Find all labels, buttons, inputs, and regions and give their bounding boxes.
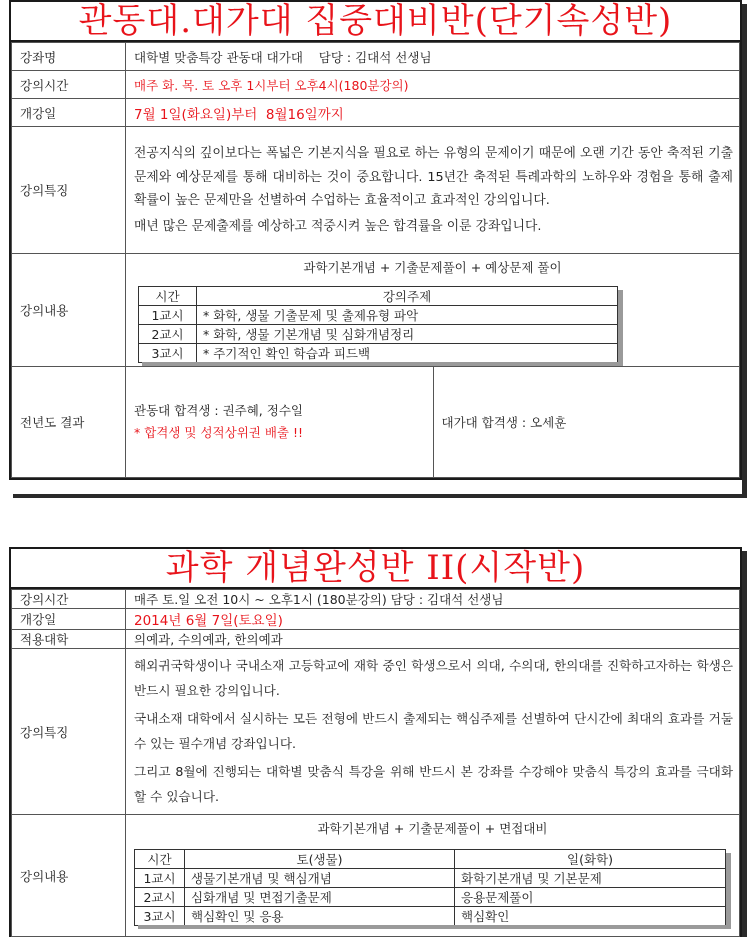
sat-cell: 생물기본개념 및 핵심개념: [185, 869, 455, 888]
feature-label: 강의특징: [12, 127, 126, 254]
feature-cell: [126, 127, 740, 254]
section-2-title: 과학 개념완성반 II(시작반): [9, 547, 742, 589]
schedule-2-table: [134, 849, 726, 926]
sat-cell: 심화개념 및 면접기출문제: [185, 888, 455, 907]
open-value: 7월 1일(화요일)부터 8월16일까지: [126, 99, 740, 127]
time-label: 강의시간: [12, 71, 126, 99]
time-value: 매주 화. 목. 토 오후 1시부터 오후4시(180분강의): [126, 71, 740, 99]
period-cell: 3교시: [135, 907, 185, 926]
section-1: [9, 0, 742, 480]
row-open-2: [12, 609, 740, 630]
row-time-2: [12, 590, 740, 609]
topic-cell: * 주기적인 확인 학습과 피드백: [197, 344, 618, 363]
open-label-2: 개강일: [12, 609, 126, 630]
table-row: [135, 869, 726, 888]
result-left-line-1: 관동대 합격생 : 권주혜, 정수일: [134, 403, 303, 418]
result-left-line-2: * 합격생 및 성적상위권 배출 !!: [134, 425, 303, 440]
table-row: [135, 888, 726, 907]
schedule-1-shadow-right: [618, 290, 623, 366]
schedule-2-wrap: [134, 849, 732, 926]
section-1-shadow: [742, 4, 747, 498]
section-1-frame: [9, 42, 742, 480]
sat-cell: 핵심확인 및 응용: [185, 907, 455, 926]
content-summary: 과학기본개념 + 기출문제풀이 + 예상문제 풀이: [303, 260, 562, 275]
row-result: [12, 367, 740, 478]
feature-label-2: 강의특징: [12, 649, 126, 815]
feature-2-paragraph-2: 국내소재 대학에서 실시하는 모든 전형에 반드시 출제되는 핵심주제를 선별하여 단시간에 최대의 효과를 거둘 수 있는 필수개념 강좌입니다.: [134, 711, 733, 751]
result-left: [126, 367, 433, 477]
table-row: [139, 306, 618, 325]
row-open: [12, 99, 740, 127]
content-label-2: 강의내용: [12, 815, 126, 937]
feature-paragraph-1: 전공지식의 깊이보다는 폭넓은 기본지식을 필요로 하는 유형의 문제이기 때문에 오랜 기간 동안 축적된 기출문제와 예상문제를 통해 대비하는 것이 중요합니다. 15년간 축적된 특례과학의 노하우와 경험을 통해 출제확률이 높은 문제만을 선별하여 수업하는 효율적이고 효과적인 강의입니다.: [134, 146, 733, 208]
topic-cell: * 화학, 생물 기출문제 및 출제유형 파악: [197, 306, 618, 325]
row-feature-2: [12, 649, 740, 815]
open-value-2: 2014년 6월 7일(토요일): [126, 609, 740, 630]
time-value-2: 매주 토.일 오전 10시 ~ 오후1시 (180분강의) 담당 : 김대석 선생님: [126, 590, 740, 609]
sun-cell: 핵심확인: [455, 907, 726, 926]
time-label-2: 강의시간: [12, 590, 126, 609]
schedule-1-wrap: [138, 286, 624, 363]
result-right: 대가대 합격생 : 오세훈: [441, 415, 567, 430]
result-label: 전년도 결과: [12, 367, 126, 478]
course-label: 강좌명: [12, 43, 126, 71]
table-row: [139, 344, 618, 363]
period-cell: 1교시: [135, 869, 185, 888]
period-cell: 1교시: [139, 306, 197, 325]
section-1-shadow-bottom: [13, 494, 747, 498]
result-cell: [126, 367, 740, 478]
schedule-2-header-time: 시간: [135, 850, 185, 869]
sun-cell: 응용문제풀이: [455, 888, 726, 907]
table-row: [139, 325, 618, 344]
schedule-2-shadow-bottom: [138, 925, 731, 929]
row-content-2: [12, 815, 740, 937]
section-1-table: [11, 42, 740, 478]
section-2-frame: [9, 589, 742, 937]
row-course: [12, 43, 740, 71]
apply-label: 적용대학: [12, 630, 126, 649]
apply-value: 의예과, 수의예과, 한의예과: [126, 630, 740, 649]
schedule-2-header-sun: 일(화학): [455, 850, 726, 869]
course-value: 대학별 맞춤특강 관동대 대가대 담당 : 김대석 선생님: [126, 43, 740, 71]
content-summary-2: 과학기본개념 + 기출문제풀이 + 면접대비: [317, 821, 548, 836]
row-apply: [12, 630, 740, 649]
sun-cell: 화학기본개념 및 기본문제: [455, 869, 726, 888]
row-content: [12, 254, 740, 367]
feature-2-paragraph-3: 그리고 8월에 진행되는 대학별 맞춤식 특강을 위해 반드시 본 강좌를 수강해야 맞춤식 특강의 효과를 극대화 할 수 있습니다.: [134, 764, 733, 804]
feature-2-paragraph-1: 해외귀국학생이나 국내소재 고등학교에 재학 중인 학생으로서 의대, 수의대, 한의대를 진학하고자하는 학생은 반드시 필요한 강의입니다.: [134, 658, 733, 698]
period-cell: 2교시: [139, 325, 197, 344]
schedule-1-header-topic: 강의주제: [197, 287, 618, 306]
schedule-2-header-sat: 토(생물): [185, 850, 455, 869]
row-time: [12, 71, 740, 99]
section-2-shadow: [742, 551, 747, 937]
feature-cell-2: [126, 649, 740, 815]
schedule-1-header-time: 시간: [139, 287, 197, 306]
period-cell: 2교시: [135, 888, 185, 907]
topic-cell: * 화학, 생물 기본개념 및 심화개념정리: [197, 325, 618, 344]
row-feature: [12, 127, 740, 254]
schedule-1-shadow-bottom: [142, 362, 623, 366]
table-row: [135, 907, 726, 926]
section-2: [9, 547, 742, 937]
result-split: [126, 367, 739, 477]
section-2-table: [11, 589, 740, 937]
section-1-title: 관동대.대가대 집중대비반(단기속성반): [9, 0, 742, 42]
schedule-1-table: [138, 286, 618, 363]
feature-paragraph-2: 매년 많은 문제출제를 예상하고 적중시켜 높은 합격률을 이룬 강좌입니다.: [134, 218, 542, 234]
schedule-2-shadow-right: [726, 853, 731, 929]
content-label: 강의내용: [12, 254, 126, 367]
content-cell-2: [126, 815, 740, 937]
content-cell: [126, 254, 740, 367]
period-cell: 3교시: [139, 344, 197, 363]
open-label: 개강일: [12, 99, 126, 127]
